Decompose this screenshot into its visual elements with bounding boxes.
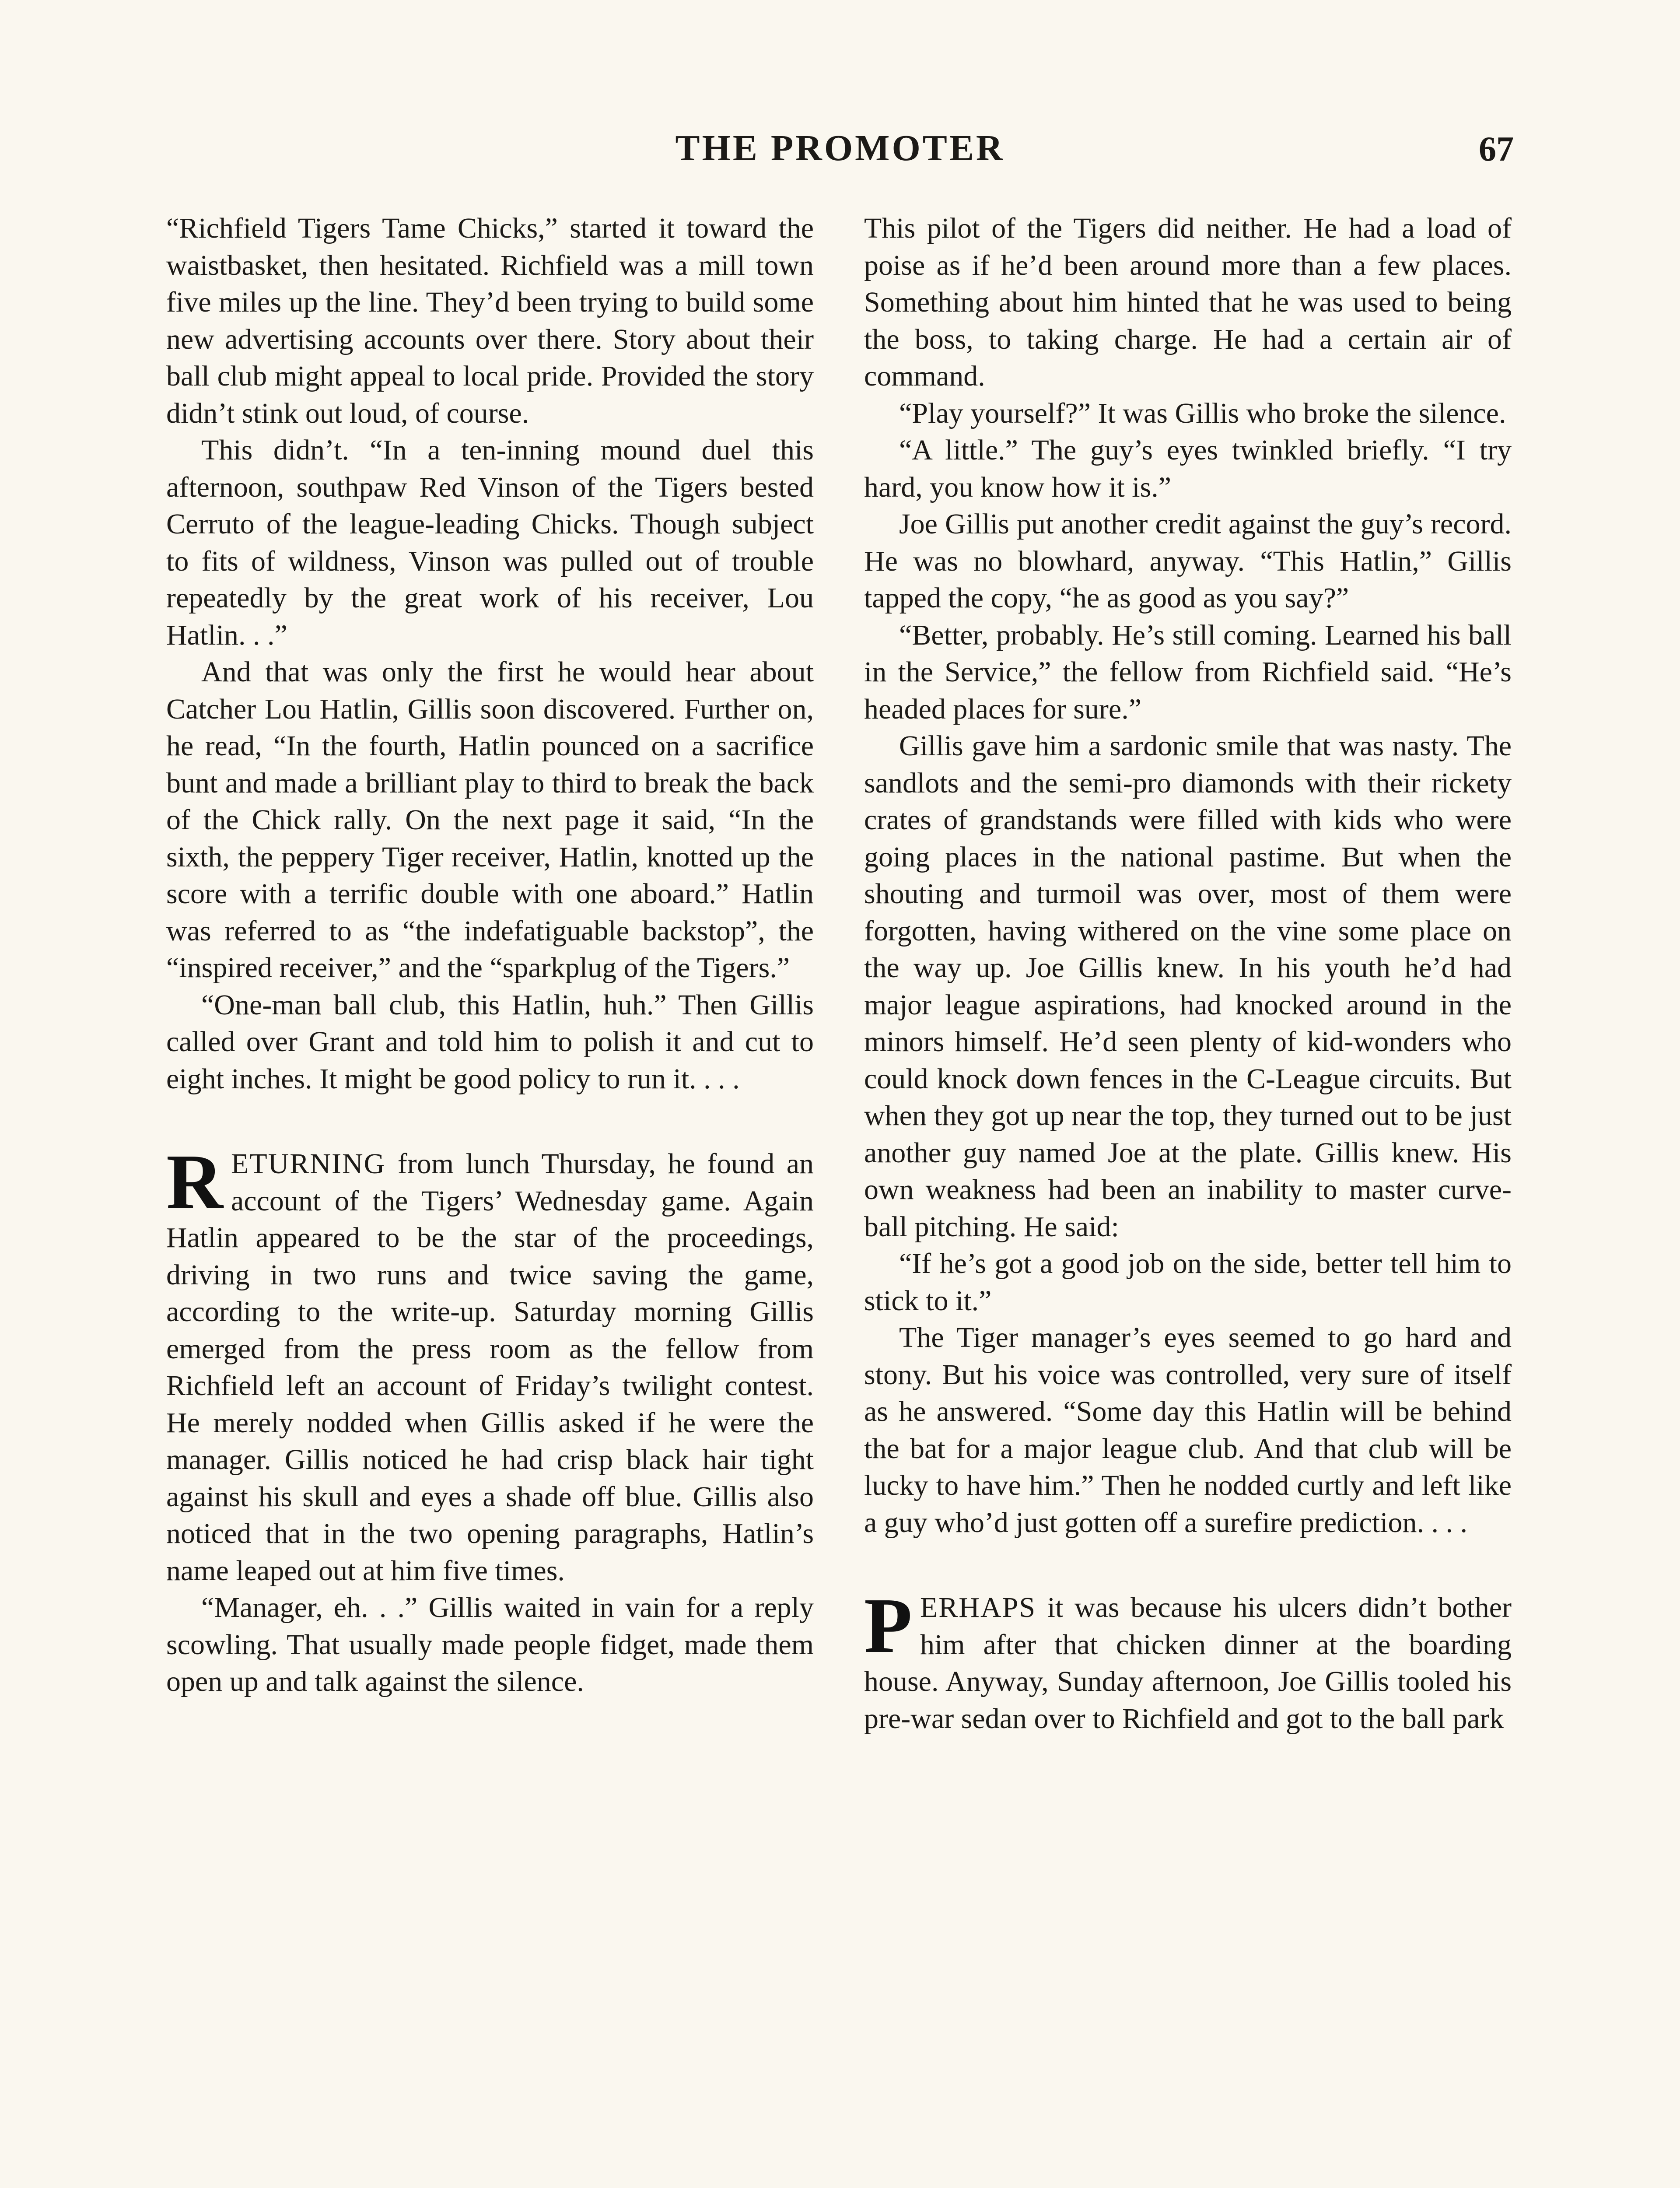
lead-in-caps: ETURNING	[231, 1148, 386, 1180]
paragraph: Joe Gillis put another credit against the guy’s record. He was no blowhard, anyway. “This Hatlin,” Gillis tapped the copy, “he as good as you say?”	[864, 508, 1512, 614]
paragraph: “Better, probably. He’s still coming. Learned his ball in the Service,” the fellow from Richfield said. “He’s headed places for sure.”	[864, 619, 1512, 725]
paragraph: And that was only the first he would hear about Catcher Lou Hatlin, Gillis soon discovered. Further on, he read, “In the fourth, Hatlin pounced on a sacrifice bunt and made a brilliant play to third to break the back of the Chick rally. On the next page it said, “In the sixth, the peppery Tiger receiver, Hatlin, knotted up the score with a terrific double with one aboard.” Hatlin was referred to as “the indefatiguable backstop”, the “inspired receiver,” and the “sparkplug of the Tigers.”	[166, 656, 814, 984]
paragraph: “Richfield Tigers Tame Chicks,” started it toward the waistbasket, then hesitated. Richfield was a mill town five miles up the line. They’d been trying to build some new advertising accounts over there. Story about their ball club might appeal to local pride. Provided the story didn’t stink out loud, of course.	[166, 212, 814, 429]
paragraph: “Manager, eh. . .” Gillis waited in vain for a reply scowling. That usually made people fidget, made them open up and talk against the silence.	[166, 1592, 814, 1697]
paragraph: This pilot of the Tigers did neither. He had a load of poise as if he’d been around more than a few places. Something about him hinted that he was used to being the boss, to taking charge. He had a certain air of command.	[864, 212, 1512, 392]
section-opening-paragraph	[864, 1582, 1512, 1737]
right-column	[864, 210, 1512, 1737]
paragraph: “If he’s got a good job on the side, better tell him to stick to it.”	[864, 1248, 1512, 1317]
page-header	[166, 127, 1514, 175]
paragraph: “A little.” The guy’s eyes twinkled briefly. “I try hard, you know how it is.”	[864, 434, 1512, 503]
paragraph-text: it was because his ulcers didn’t bother him after that chicken dinner at the boarding house. Anyway, Sunday afternoon, Joe Gillis tooled his pre-war sedan over to Richfield and got to the ball park	[864, 1592, 1512, 1735]
paragraph: “Play yourself?” It was Gillis who broke the silence.	[899, 397, 1506, 429]
paragraph: Gillis gave him a sardonic smile that was nasty. The sandlots and the semi-pro diamonds with their rickety crates of grandstands were filled with kids who were going places in the national pastime. But when the shouting and turmoil was over, most of them were forgotten, having withered on the vine some place on the way up. Joe Gillis knew. In his youth he’d had major league aspirations, had knocked around in the minors himself. He’d seen plenty of kid-wonders who could knock down fences in the C-League circuits. But when they got up near the top, they turned out to be just another guy named Joe at the plate. Gillis knew. His own weakness had been an inability to master curve-ball pitching. He said:	[864, 730, 1512, 1243]
left-column	[166, 210, 814, 1701]
page-number: 67	[1479, 130, 1514, 168]
drop-cap: R	[166, 1138, 223, 1225]
paragraph-text: from lunch Thursday, he found an account of the Tigers’ Wednesday game. Again Hatlin appeared to be the star of the proceedings, driving in two runs and twice saving the game, according to the write-up. Saturday morning Gillis emerged from the press room as the fellow from Richfield left an account of Friday’s twilight contest. He merely nodded when Gillis asked if he were the manager. Gillis noticed he had crisp black hair tight against his skull and eyes a shade off blue. Gillis also noticed that in the two opening paragraphs, Hatlin’s name leaped out at him five times.	[166, 1148, 814, 1587]
running-title: THE PROMOTER	[675, 128, 1005, 168]
lead-in-caps: ERHAPS	[920, 1592, 1036, 1623]
section-opening-paragraph	[166, 1138, 814, 1589]
paragraph: The Tiger manager’s eyes seemed to go hard and stony. But his voice was controlled, very sure of itself as he answered. “Some day this Hatlin will be behind the bat for a major league club. And that club will be lucky to have him.” Then he nodded curtly and left like a guy who’d just gotten off a surefire prediction. . . .	[864, 1322, 1512, 1539]
paragraph: This didn’t. “In a ten-inning mound duel this afternoon, southpaw Red Vinson of the Tigers bested Cerruto of the league-leading Chicks. Though subject to fits of wildness, Vinson was pulled out of trouble repeatedly by the great work of his receiver, Lou Hatlin. . .”	[166, 434, 814, 651]
drop-cap: P	[864, 1582, 912, 1669]
paragraph: “One-man ball club, this Hatlin, huh.” Then Gillis called over Grant and told him to polish it and cut to eight inches. It might be good policy to run it. . . .	[166, 989, 814, 1095]
